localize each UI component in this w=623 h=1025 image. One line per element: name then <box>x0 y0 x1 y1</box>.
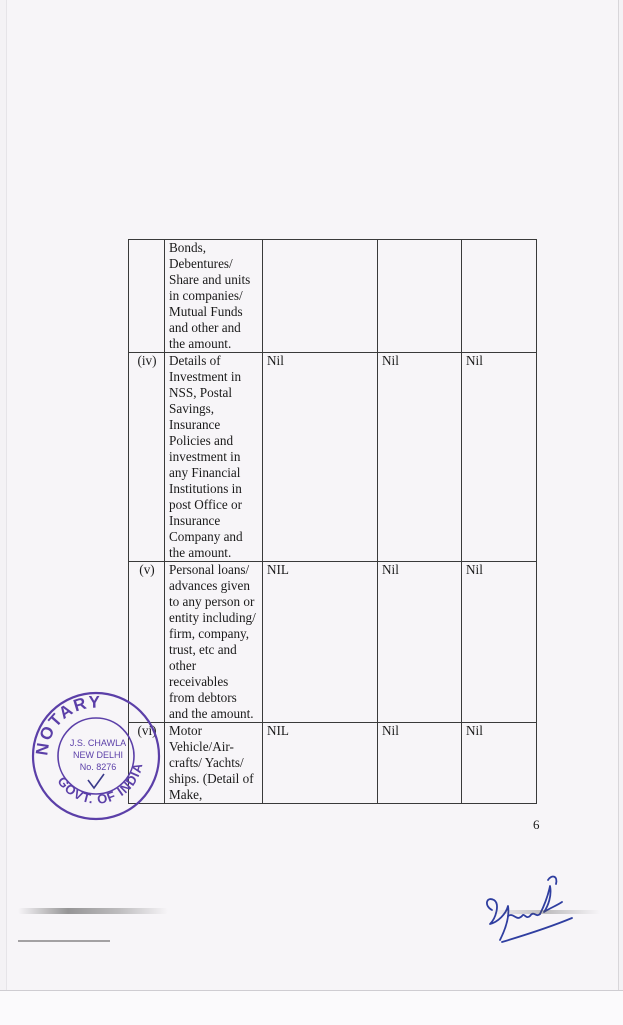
stamp-inner-line-3: No. 8276 <box>79 762 117 772</box>
stamp-top-text: NOTARY <box>32 692 103 757</box>
scan-smudge <box>490 910 600 914</box>
item-number-cell: (vi) <box>129 723 165 804</box>
description-line: entity including/ <box>169 610 256 625</box>
table-row <box>129 562 537 723</box>
description-line: Debentures/ <box>169 256 233 271</box>
value-cell: Nil <box>462 353 537 562</box>
value-cell: Nil <box>378 723 462 804</box>
description-line: firm, company, <box>169 626 250 641</box>
stamp-inner-line-2: NEW DELHI <box>72 750 124 760</box>
description-line: Make, <box>169 787 203 802</box>
description-line: advances given <box>169 578 250 593</box>
item-number-cell: (v) <box>129 562 165 723</box>
page-bottom-margin <box>0 990 623 1025</box>
notary-stamp <box>30 690 162 822</box>
description-line: other <box>169 658 197 673</box>
table-row <box>129 353 537 562</box>
value-cell: Nil <box>462 723 537 804</box>
description-line: trust, etc and <box>169 642 237 657</box>
description-line: crafts/ Yachts/ <box>169 755 244 770</box>
description-line: Company and <box>169 529 243 544</box>
value-cell <box>378 240 462 353</box>
value-cell: Nil <box>378 562 462 723</box>
description-line: Share and units <box>169 272 251 287</box>
description-line: Personal loans/ <box>169 562 250 577</box>
stamp-bottom-text: GOVT. OF INDIA <box>54 760 146 807</box>
value-cell: NIL <box>263 723 378 804</box>
item-description-cell <box>165 240 263 353</box>
item-description-cell <box>165 723 263 804</box>
description-line: Vehicle/Air- <box>169 739 234 754</box>
item-number-cell: (iv) <box>129 353 165 562</box>
description-line: Details of <box>169 353 221 368</box>
description-line: Insurance <box>169 513 221 528</box>
item-description-cell <box>165 562 263 723</box>
description-line: and other and <box>169 320 241 335</box>
description-line: the amount. <box>169 545 232 560</box>
description-line: Motor <box>169 723 202 738</box>
value-cell: Nil <box>462 562 537 723</box>
description-line: NSS, Postal <box>169 385 233 400</box>
item-number-cell <box>129 240 165 353</box>
description-line: in companies/ <box>169 288 243 303</box>
description-line: investment in <box>169 449 241 464</box>
description-line: Savings, <box>169 401 215 416</box>
scan-smudge <box>18 908 168 914</box>
value-cell: Nil <box>263 353 378 562</box>
description-line: Mutual Funds <box>169 304 243 319</box>
description-line: any Financial <box>169 465 241 480</box>
description-line: the amount. <box>169 336 232 351</box>
table-row <box>129 723 537 804</box>
description-line: post Office or <box>169 497 243 512</box>
description-line: Investment in <box>169 369 242 384</box>
asset-declaration-table <box>128 239 537 804</box>
description-line: and the amount. <box>169 706 254 721</box>
description-line: ships. (Detail of <box>169 771 254 786</box>
scan-smudge <box>18 940 110 942</box>
item-description-cell <box>165 353 263 562</box>
handwritten-signature <box>478 866 578 952</box>
stamp-inner-line-1: J.S. CHAWLA <box>69 738 127 748</box>
description-line: Policies and <box>169 433 234 448</box>
page-number: 6 <box>533 817 540 832</box>
table-row <box>129 240 537 353</box>
description-line: Insurance <box>169 417 221 432</box>
description-line: to any person or <box>169 594 255 609</box>
stamp-signature-tick <box>88 774 104 788</box>
value-cell <box>462 240 537 353</box>
description-line: receivables <box>169 674 229 689</box>
value-cell: NIL <box>263 562 378 723</box>
description-line: Bonds, <box>169 240 207 255</box>
description-line: Institutions in <box>169 481 242 496</box>
value-cell: Nil <box>378 353 462 562</box>
description-line: from debtors <box>169 690 237 705</box>
value-cell <box>263 240 378 353</box>
